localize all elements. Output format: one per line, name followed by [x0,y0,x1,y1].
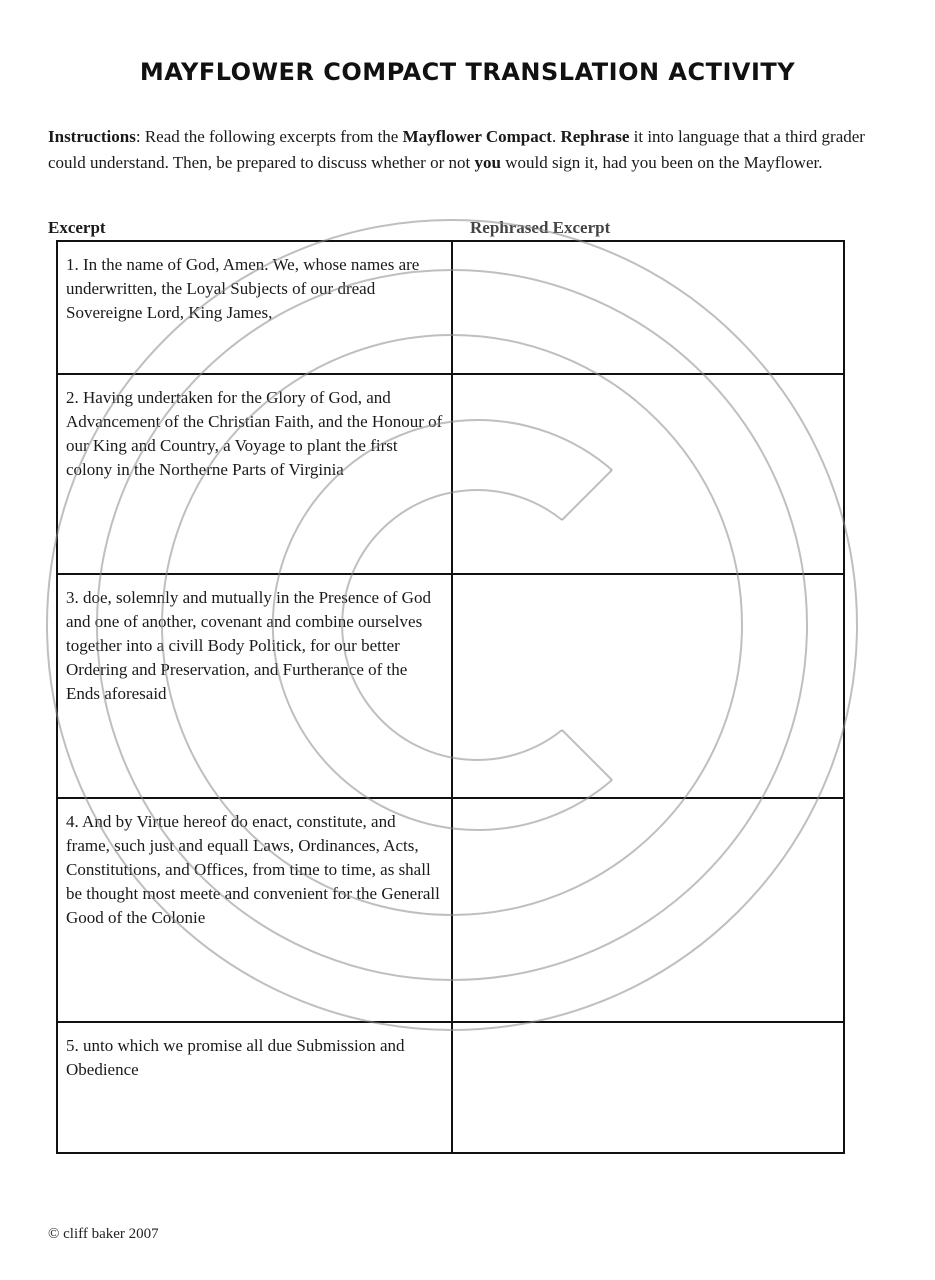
instructions-rephrase: Rephrase [560,127,630,146]
instructions-text-3: it into language that a third grader could understand. Then, be prepared to discuss whether or not [48,127,865,172]
table-row [57,374,844,574]
excerpt-cell-3: 3. doe, solemnly and mutually in the Presence of God and one of another, covenant and combine ourselves together into a civill Body Politick, for our better Ordering and Preservation, and Furtherance of the Ends aforesaid [57,574,452,798]
excerpt-cell-2: 2. Having undertaken for the Glory of God, and Advancement of the Christian Faith, and the Honour of our King and Country, a Voyage to plant the first colony in the Northerne Parts of Virginia [57,374,452,574]
excerpt-table [56,240,845,1154]
instructions-doc-name: Mayflower Compact [402,127,552,146]
instructions-text-2: . [551,127,561,146]
instructions [48,124,888,176]
table-row [57,1022,844,1153]
page-title: MAYFLOWER COMPACT TRANSLATION ACTIVITY [139,58,796,86]
table-row [57,241,844,374]
excerpt-cell-4: 4. And by Virtue hereof do enact, constitute, and frame, such just and equall Laws, Ordinances, Acts, Constitutions, and Offices, from time to time, as shall be thought most meete and convenient for the Generall Good of the Colonie [57,798,452,1022]
copyright-footer: © cliff baker 2007 [48,1226,159,1242]
rephrased-cell-3[interactable] [452,574,844,798]
column-header-excerpt: Excerpt [48,218,106,237]
rephrased-cell-2[interactable] [452,374,844,574]
table-row [57,574,844,798]
instructions-text-1: : Read the following excerpts from the [135,127,403,146]
excerpt-cell-1: 1. In the name of God, Amen. We, whose names are underwritten, the Loyal Subjects of our dread Sovereigne Lord, King James, [57,241,452,374]
instructions-label: Instructions [48,127,136,146]
table-row [57,798,844,1022]
column-header-rephrased: Rephrased Excerpt [470,218,611,237]
rephrased-cell-1[interactable] [452,241,844,374]
instructions-you: you [474,153,501,172]
instructions-text-4: would sign it, had you been on the Mayflower. [500,153,823,172]
rephrased-cell-4[interactable] [452,798,844,1022]
rephrased-cell-5[interactable] [452,1022,844,1153]
excerpt-cell-5: 5. unto which we promise all due Submission and Obedience [57,1022,452,1153]
